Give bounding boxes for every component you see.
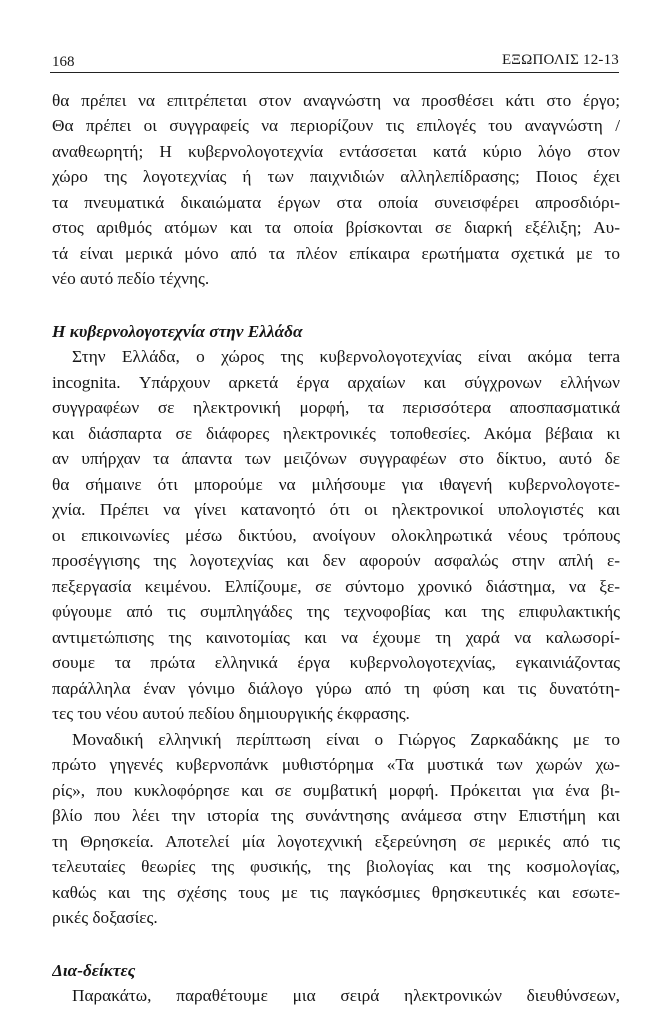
text-line: Παρακάτω, παραθέτουμε μια σειρά ηλεκτρονικών διευθύνσεων, — [72, 986, 620, 1005]
text-line: incognita. Υπάρχουν αρκετά έργα αρχαίων και σύγχρονων ελλήνων — [52, 373, 620, 392]
text-line: τες του νέου αυτού πεδίου δημιουργικής έκφρασης. — [52, 704, 410, 723]
section-heading: Η κυβερνολογοτεχνία στην Ελλάδα — [52, 322, 303, 341]
text-line: βλίο που λέει την ιστορία της συνάντησης ανάμεσα στην Επιστήμη και — [52, 806, 620, 825]
text-line: Θα πρέπει οι συγγραφείς να περιορίζουν τις επιλογές του αναγνώστη / — [52, 116, 620, 135]
text-line: νέο αυτό πεδίο τέχνης. — [52, 269, 210, 288]
text-line: παράλληλα έναν γόνιμο διάλογο γύρω από τη φύση και τις δυνατότη- — [52, 679, 620, 698]
text-line: τελευταίες θεωρίες της φυσικής, της βιολογίας και της κοσμολογίας, — [52, 857, 620, 876]
text-line: ρικές δοξασίες. — [52, 908, 158, 927]
text-line: πεξεργασία κειμένου. Ελπίζουμε, σε σύντομο χρονικό διάστημα, να ξε- — [52, 577, 620, 596]
text-line: αν υπήρχαν τα άπαντα των μειζόνων συγγραφέων στο δίκτυο, αυτό δε — [52, 449, 620, 468]
text-line: προσέγγισης της λογοτεχνίας και δεν αφορούν ασφαλώς στην απλή ε- — [52, 551, 620, 570]
text-line: αναθεωρητή; Η κυβερνολογοτεχνία εντάσσεται κατά κύριο λόγο στον — [52, 142, 620, 161]
text-line: φύγουμε από τις συμπληγάδες της τεχνοφοβίας και της επιφυλακτικής — [52, 602, 620, 621]
text-line: ρίς», που κυκλοφόρησε και σε συμβατική μορφή. Πρόκειται για ένα βι- — [52, 781, 620, 800]
text-line: θα πρέπει να επιτρέπεται στον αναγνώστη να προσθέσει κάτι στο έργο; — [52, 91, 620, 110]
text-line: τα πνευματικά δικαιώματα έργων στα οποία συνεισφέρει απροσδιόρι- — [52, 193, 620, 212]
text-line: χνία. Πρέπει να γίνει κατανοητό ότι οι ηλεκτρονικοί υπολογιστές και — [52, 500, 620, 519]
text-line: τά είναι μερικά μόνο από τα πλέον επίκαιρα ερωτήματα σχετικά με το — [52, 244, 620, 263]
text-line: πρώτο γηγενές κυβερνοπάνκ μυθιστόρημα «Τα μυστικά των χωρών χω- — [52, 755, 620, 774]
text-line: Μοναδική ελληνική περίπτωση είναι ο Γιώργος Ζαρκαδάκης με το — [72, 730, 620, 749]
text-line: στος αριθμός ατόμων και τα οποία βρίσκονται σε διαρκή εξέλιξη; Αυ- — [52, 218, 620, 237]
text-line: σουμε τα πρώτα ελληνικά έργα κυβερνολογοτεχνίας, εγκαινιάζοντας — [52, 653, 620, 672]
text-line: αντιμετώπισης της καινοτομίας και να έχουμε τη χαρά να καλωσορί- — [52, 628, 620, 647]
journal-title: ΕΞΩΠΟΛΙΣ 12-13 — [501, 52, 619, 68]
running-header — [50, 52, 619, 73]
text-line: οι επικοινωνίες μέσω δικτύου, ανοίγουν ολοκληρωτικά νέους τρόπους — [52, 526, 620, 545]
text-line: καθώς και της σχέσης τους με τις παγκόσμιες θρησκευτικές και εσωτε- — [52, 883, 620, 902]
text-line: και διάσπαρτα σε διάφορες ηλεκτρονικές τοποθεσίες. Ακόμα βέβαια κι — [52, 424, 620, 443]
text-line: χώρο της λογοτεχνίας ή των παιχνιδιών αλληλεπίδρασης; Ποιος έχει — [52, 167, 620, 186]
text-line: συγγραφέων σε ηλεκτρονική μορφή, τα περισσότερα αποσπασματικά — [52, 398, 620, 417]
text-line: θα σήμαινε ότι μπορούμε να μιλήσουμε για ιθαγενή κυβερνολογοτε- — [52, 475, 620, 494]
text-line: τη Θρησκεία. Αποτελεί μία λογοτεχνική εξερεύνηση σε μερικές από τις — [52, 832, 620, 851]
text-line: Στην Ελλάδα, ο χώρος της κυβερνολογοτεχνίας είναι ακόμα terra — [72, 347, 620, 366]
page-number: 168 — [52, 54, 75, 70]
section-heading: Δια-δείκτες — [52, 961, 136, 980]
